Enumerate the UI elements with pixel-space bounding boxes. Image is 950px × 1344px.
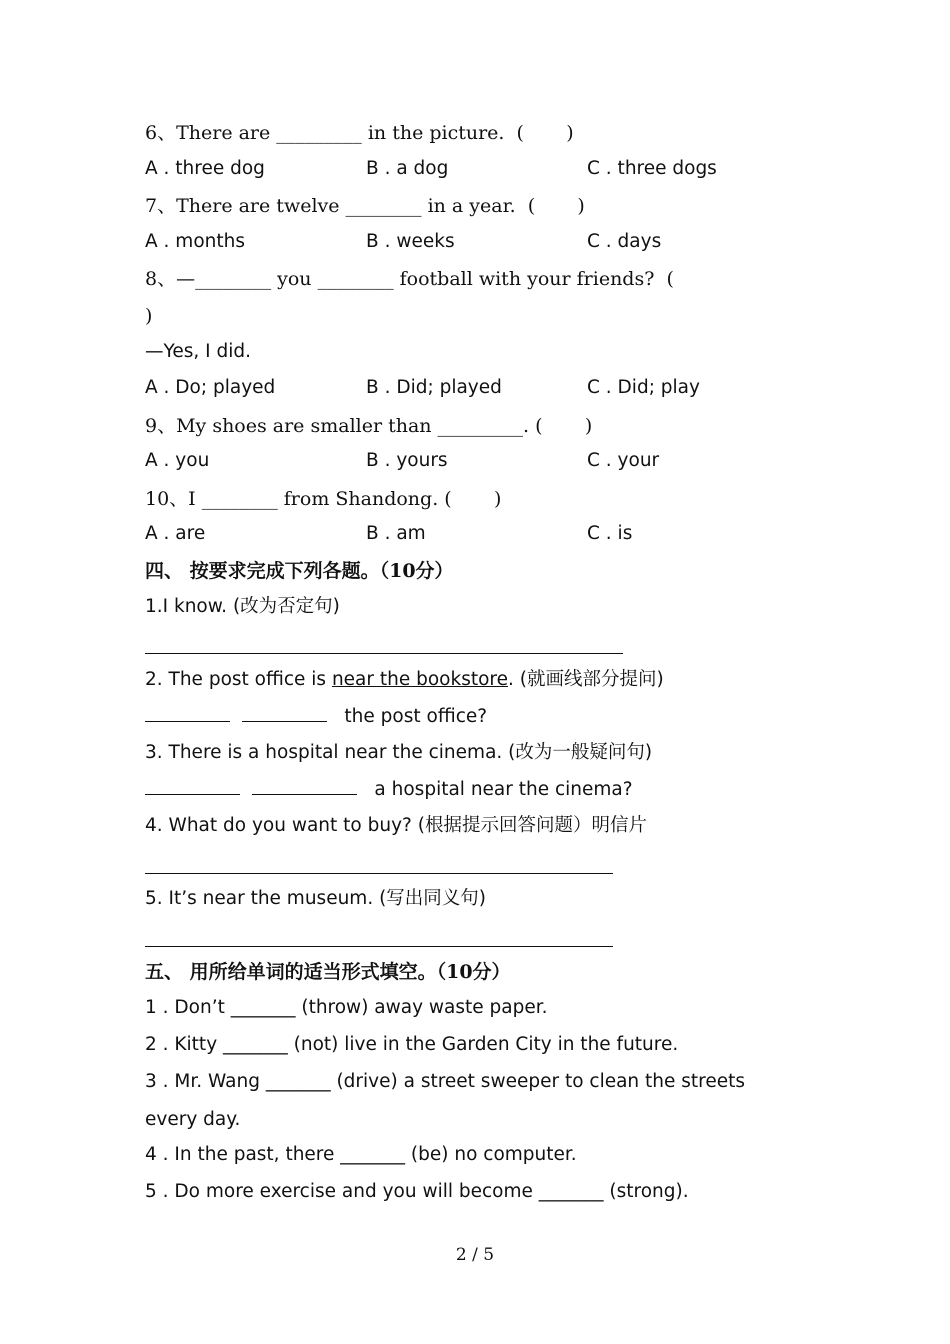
s4-q2-text: 2. The post office is — [145, 669, 332, 690]
s4-q2-answer-tail: the post office? — [344, 706, 488, 727]
question-8-continued: ) — [145, 305, 153, 327]
s5-question-2: 2 . Kitty _______ (not) live in the Garden City in the future. — [145, 1034, 679, 1055]
s5-question-3: 3 . Mr. Wang _______ (drive) a street sweeper to clean the streets — [145, 1071, 746, 1092]
s4-question-3: 3. There is a hospital near the cinema. (改为一般疑问句) — [145, 742, 653, 763]
q10-option-a: A . are — [145, 523, 206, 544]
question-9: 9、My shoes are smaller than _________. ( ) — [145, 415, 593, 437]
s5-question-3-continued: every day. — [145, 1109, 241, 1130]
answer-blank — [145, 794, 240, 795]
s4-q3-answer-tail: a hospital near the cinema? — [374, 779, 633, 800]
q8-option-b: B . Did; played — [366, 377, 502, 398]
question-8-reply: —Yes, I did. — [145, 341, 251, 362]
q6-option-b: B . a dog — [366, 158, 449, 179]
q7-option-c: C . days — [587, 231, 662, 252]
s5-question-5: 5 . Do more exercise and you will become _______ (strong). — [145, 1181, 689, 1202]
s5-question-4: 4 . In the past, there _______ (be) no computer. — [145, 1144, 577, 1165]
section-4-heading: 四、 按要求完成下列各题。（10分） — [145, 560, 454, 582]
q6-option-c: C . three dogs — [587, 158, 717, 179]
answer-blank — [252, 794, 357, 795]
q10-option-c: C . is — [587, 523, 633, 544]
answer-line — [145, 653, 623, 654]
q8-option-c: C . Did; play — [587, 377, 700, 398]
s4-q2-instruction: . (就画线部分提问) — [508, 669, 664, 690]
answer-line — [145, 873, 613, 874]
answer-blank — [242, 721, 327, 722]
q9-option-b: B . yours — [366, 450, 448, 471]
page-number: 2 / 5 — [455, 1245, 495, 1265]
section-5-heading: 五、 用所给单词的适当形式填空。（10分） — [145, 961, 511, 983]
s4-q2-answer — [145, 708, 487, 727]
question-7: 7、There are twelve ________ in a year. ( ) — [145, 195, 585, 217]
s4-q2-underlined: near the bookstore — [331, 669, 509, 690]
question-6: 6、There are _________ in the picture. ( ) — [145, 122, 574, 144]
question-8: 8、—________ you ________ football with your friends? ( — [145, 268, 674, 290]
q9-option-a: A . you — [145, 450, 210, 471]
answer-line — [145, 946, 613, 947]
q10-option-b: B . am — [366, 523, 426, 544]
s4-q3-answer — [145, 781, 633, 800]
s4-question-4: 4. What do you want to buy? (根据提示回答问题）明信片 — [145, 815, 647, 836]
q7-option-a: A . months — [145, 231, 245, 252]
s4-question-2 — [145, 671, 664, 690]
q8-option-a: A . Do; played — [145, 377, 276, 398]
q6-option-a: A . three dog — [145, 158, 265, 179]
s5-question-1: 1 . Don’t _______ (throw) away waste paper. — [145, 997, 548, 1018]
s4-question-5: 5. It’s near the museum. (写出同义句) — [145, 888, 487, 909]
s4-question-1: 1.I know. (改为否定句) — [145, 596, 340, 617]
q7-option-b: B . weeks — [366, 231, 455, 252]
answer-blank — [145, 721, 230, 722]
q9-option-c: C . your — [587, 450, 660, 471]
question-10: 10、I ________ from Shandong. ( ) — [145, 488, 502, 510]
